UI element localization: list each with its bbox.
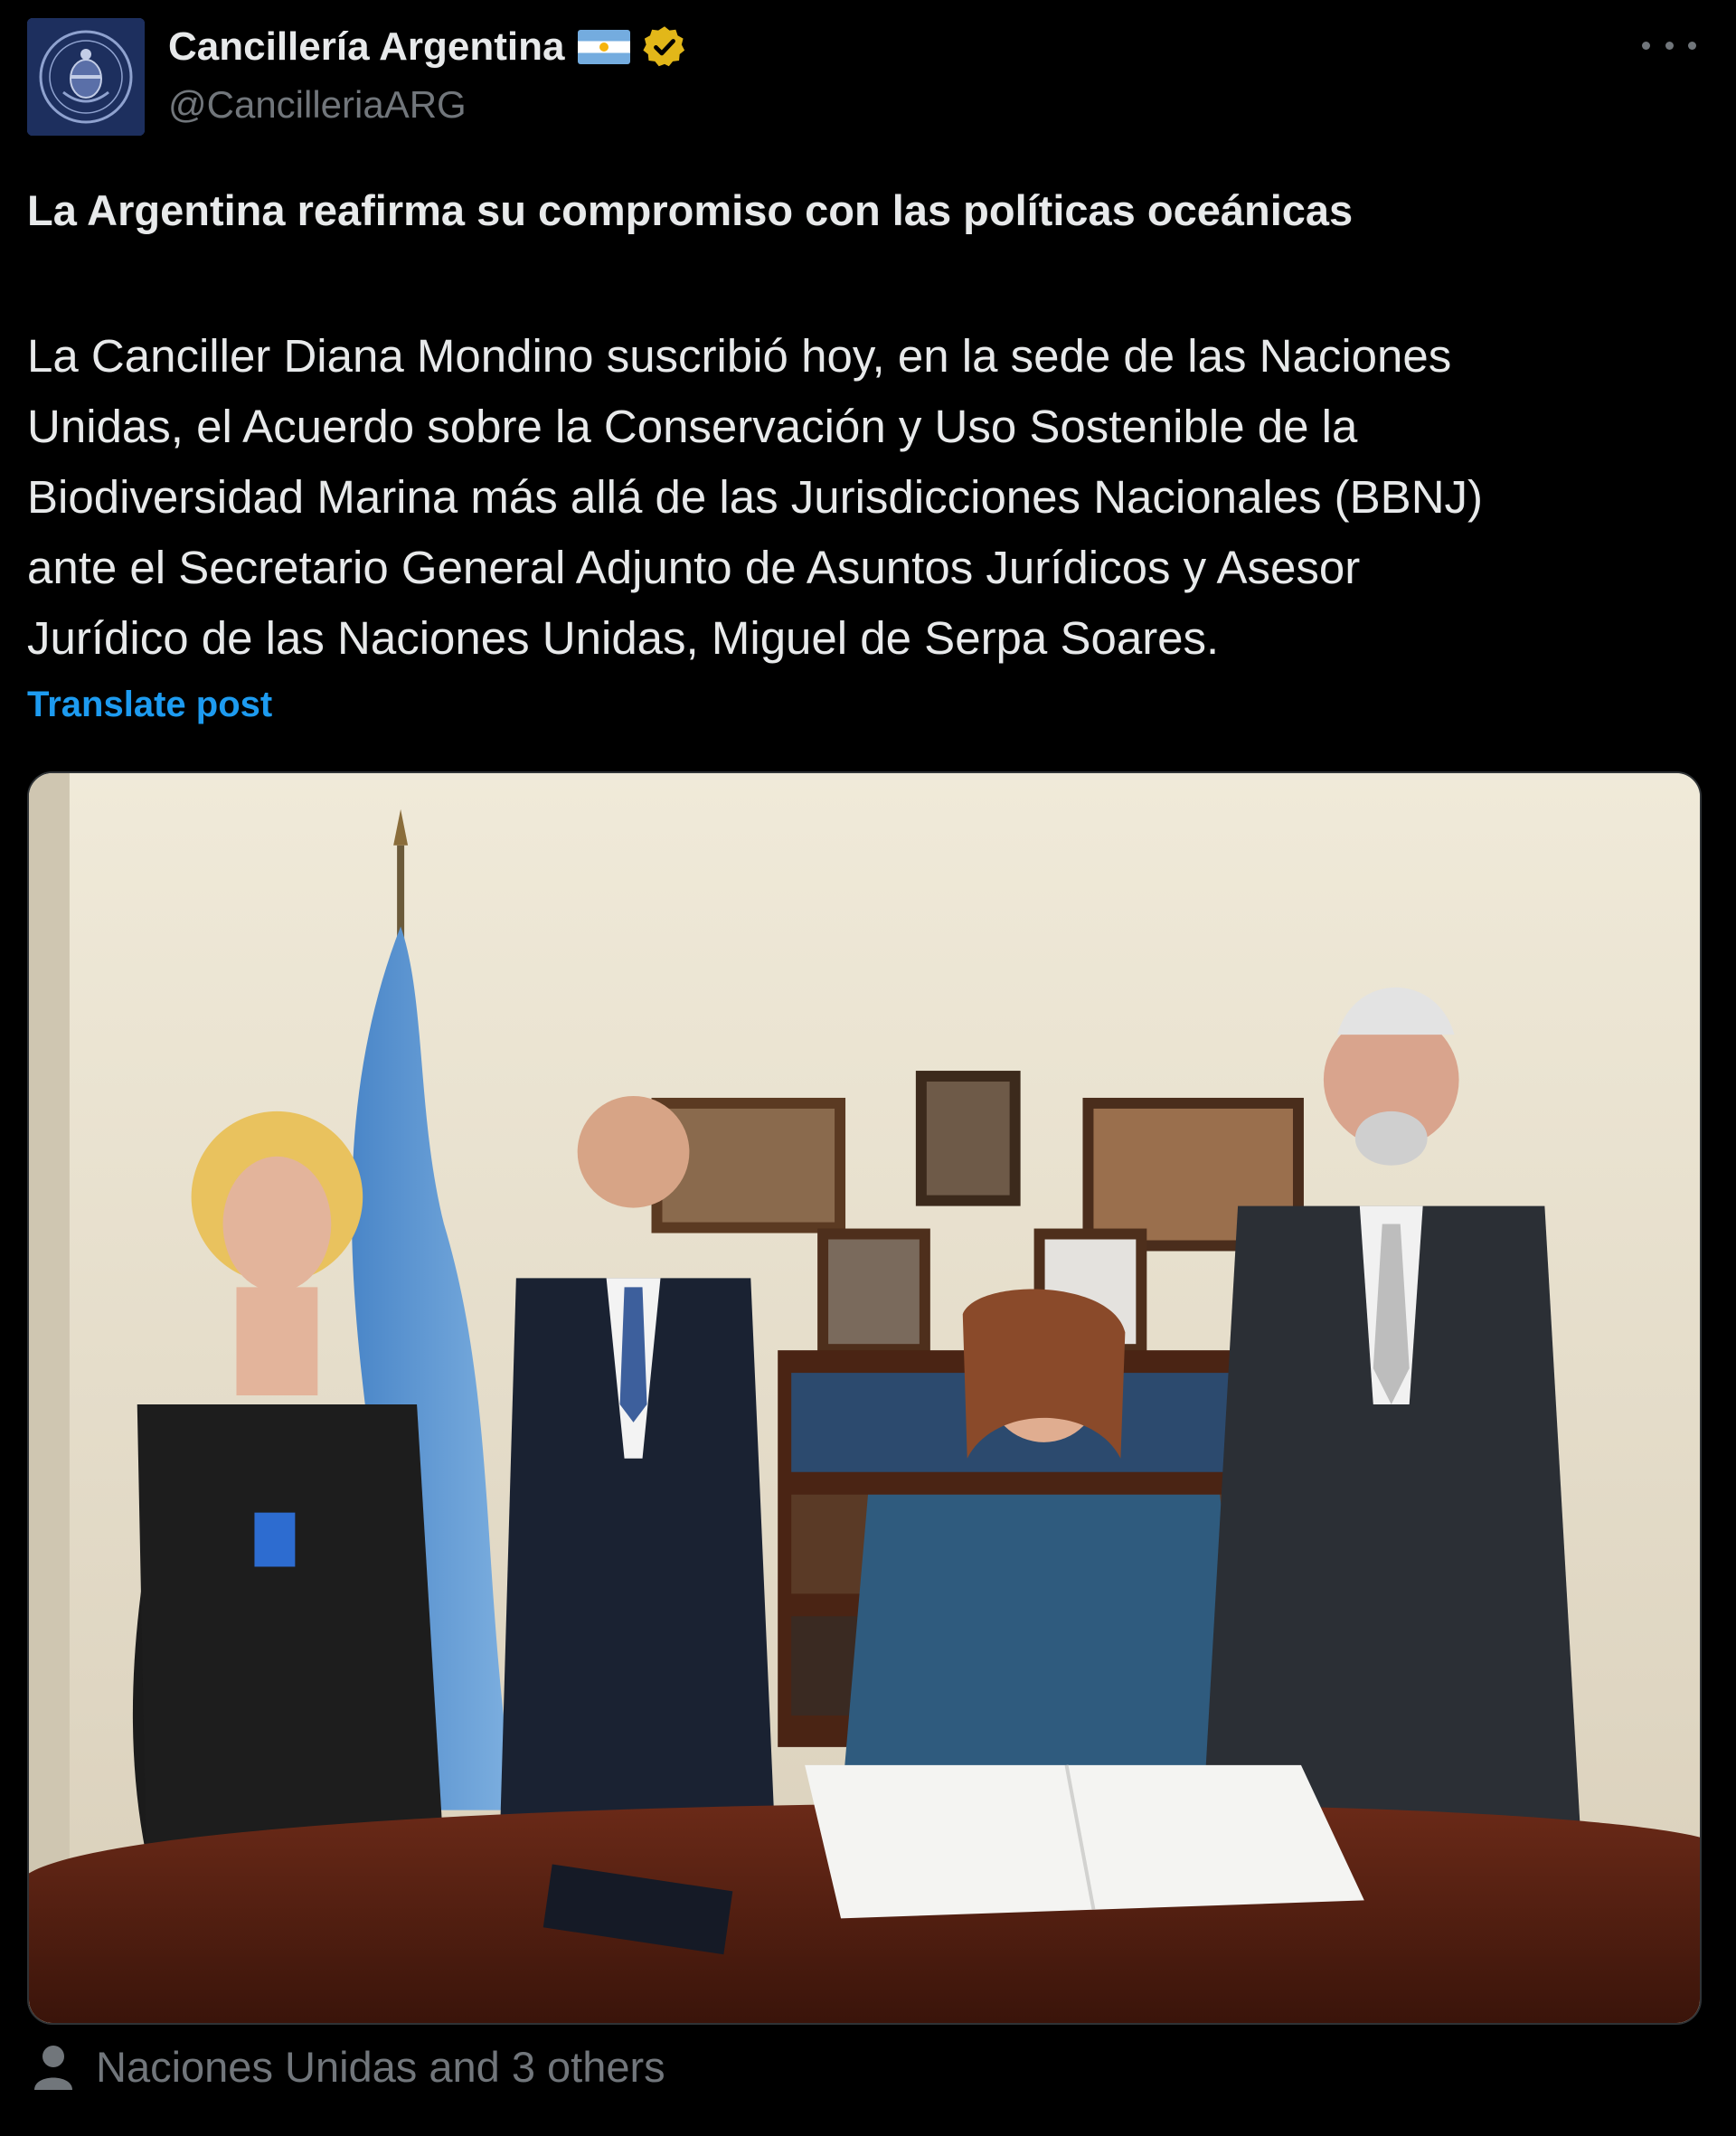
tagged-people-label[interactable]: Naciones Unidas and 3 others (96, 2043, 665, 2091)
post-body-line: Jurídico de las Naciones Unidas, Miguel de Serpa Soares. (27, 612, 1220, 664)
avatar[interactable] (27, 18, 145, 136)
author-display-name[interactable]: Cancillería Argentina (168, 24, 565, 69)
tagged-people[interactable] (33, 2042, 665, 2092)
post-body (27, 321, 1709, 674)
post-body-line: Biodiversidad Marina más allá de las Jurisdicciones Nacionales (BBNJ) (27, 471, 1484, 523)
translate-post-link[interactable]: Translate post (27, 685, 273, 724)
person-icon (33, 2045, 74, 2090)
more-options-icon[interactable] (1642, 27, 1696, 63)
post-photo[interactable] (27, 771, 1702, 2025)
post-body-line: ante el Secretario General Adjunto de Asuntos Jurídicos y Asesor (27, 542, 1361, 593)
post-title: La Argentina reafirma su compromiso con las políticas oceánicas (27, 186, 1354, 234)
verified-badge-icon[interactable] (641, 24, 688, 71)
post-body-line: La Canciller Diana Mondino suscribió hoy, en la sede de las Naciones (27, 330, 1452, 382)
cancilleria-seal-icon (27, 18, 145, 136)
author-handle[interactable]: @CancilleriaARG (168, 83, 467, 126)
post-body-line: Unidas, el Acuerdo sobre la Conservación y Uso Sostenible de la (27, 401, 1358, 452)
argentina-flag-icon (578, 30, 630, 64)
author-name-row[interactable] (168, 24, 688, 71)
